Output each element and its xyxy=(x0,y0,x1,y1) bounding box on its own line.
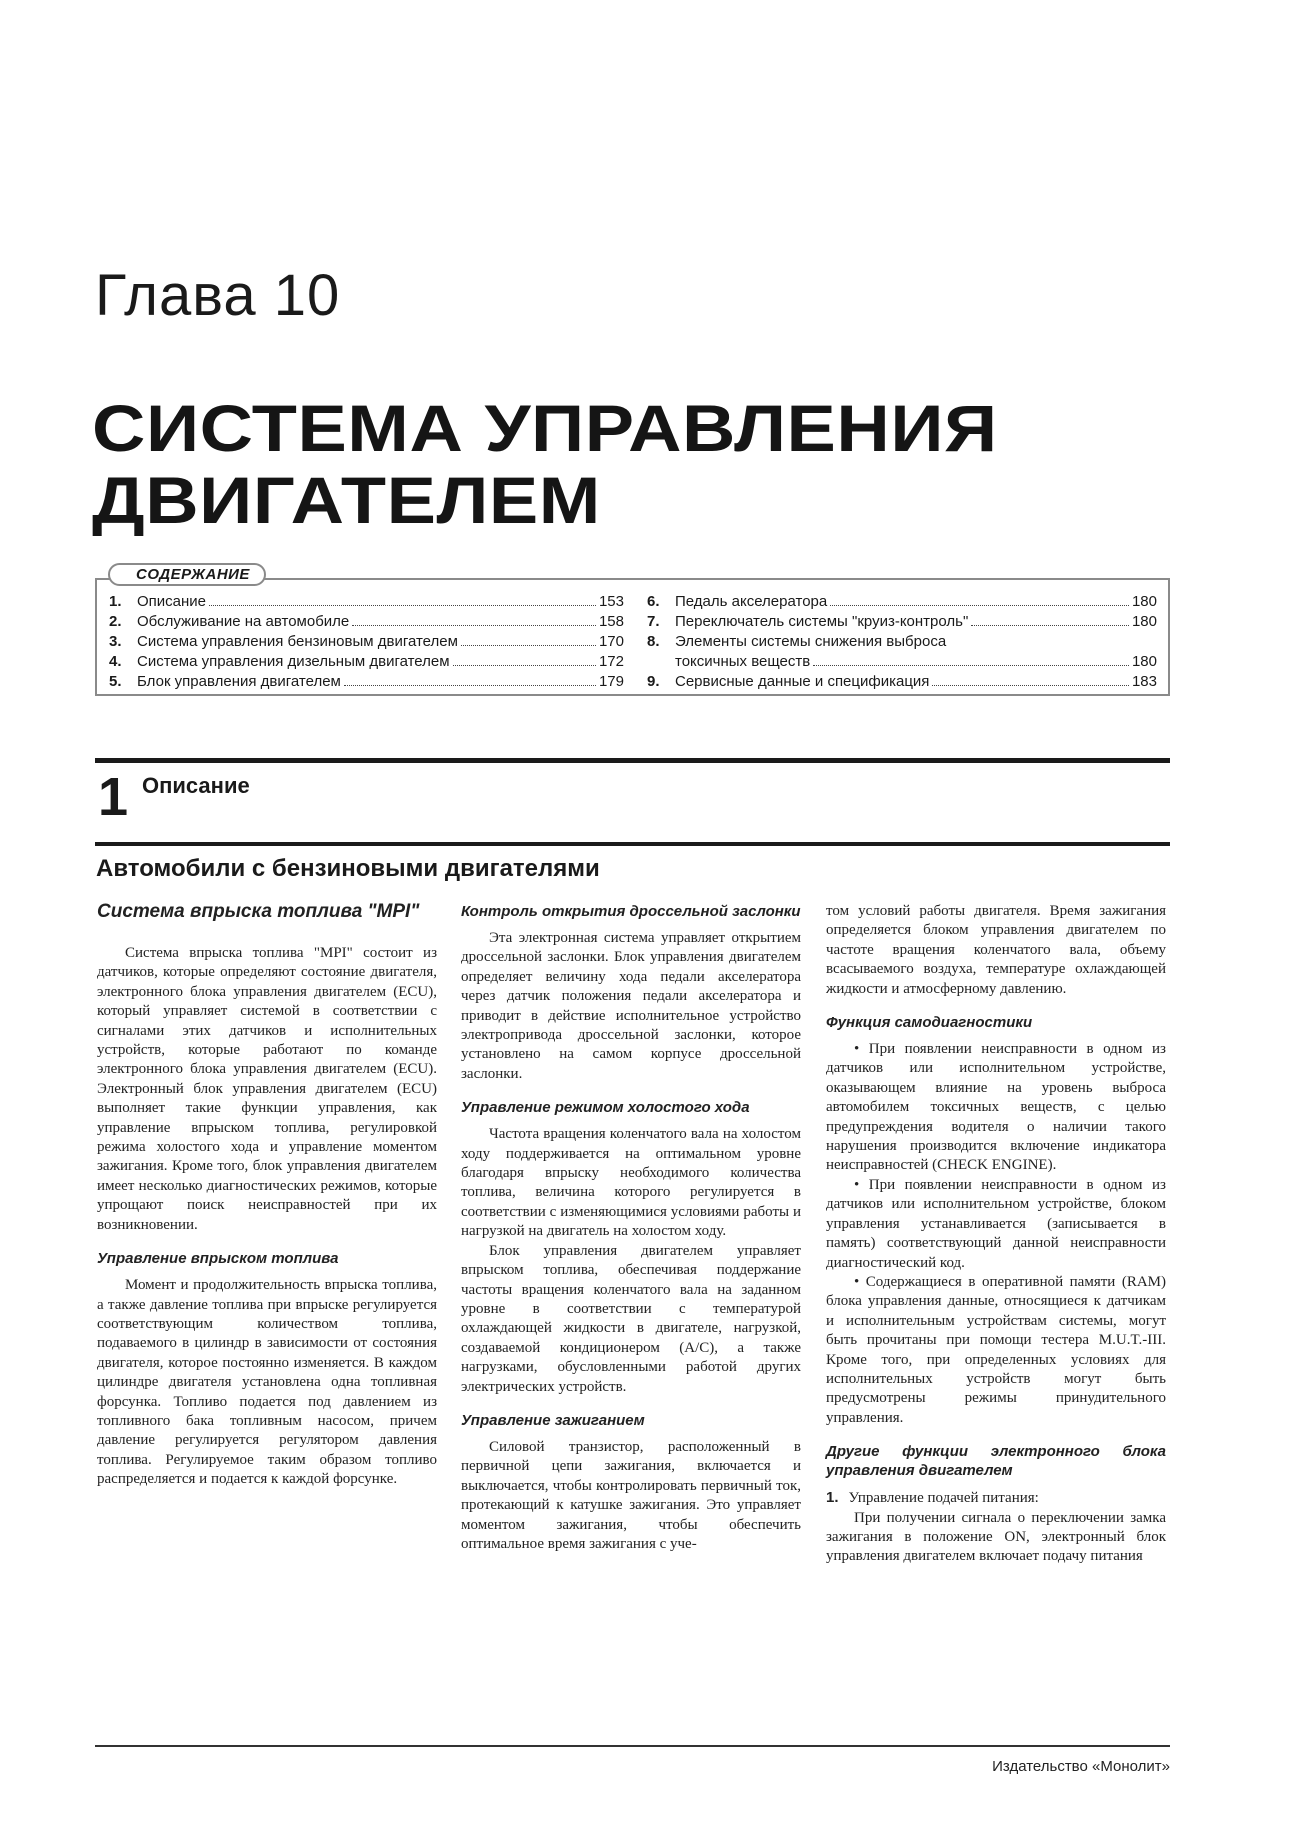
toc-leader xyxy=(209,605,596,606)
toc-item-page: 158 xyxy=(598,613,624,630)
toc-item-text: Система управления бензиновым двигателем xyxy=(137,633,458,650)
toc-item-text: Система управления дизельным двигателем xyxy=(137,653,450,670)
toc-item-number: 3. xyxy=(109,633,122,650)
toc-item-text: Элементы системы снижения выброса xyxy=(675,633,947,650)
heading-other-functions: Другие функции электронного блока управления двигателем xyxy=(826,1443,1166,1480)
paragraph: При получении сигнала о переключении замка зажигания в положение ON, электронный блок управления двигателем включает подачу питания xyxy=(826,1509,1166,1565)
toc-item-page: 172 xyxy=(598,653,624,670)
heading-mpi: Система впрыска топлива "MPI" xyxy=(97,901,420,922)
toc-item-text: Описание xyxy=(137,593,207,610)
toc-item[interactable] xyxy=(109,652,624,672)
subsection-rule xyxy=(95,842,1170,846)
toc-leader xyxy=(813,665,1129,666)
toc-item-page: 170 xyxy=(598,633,624,650)
item-number: 1. xyxy=(826,1489,839,1507)
toc-item-number: 7. xyxy=(647,613,660,630)
toc-item[interactable] xyxy=(647,612,1157,632)
subsection-title: Автомобили с бензиновыми двигателями xyxy=(96,855,600,882)
toc-item-number: 9. xyxy=(647,673,660,690)
toc-item-page: 153 xyxy=(598,593,624,610)
section-number: 1 xyxy=(98,767,129,827)
toc-item-text: Обслуживание на автомобиле xyxy=(137,613,350,630)
paragraph: Блок управления двигателем управляет впрыском топлива, обеспечивая поддержание частоты вращения коленчатого вала на заданном уровне в соответствии с температурой охлаждающей жидкости в двигателе, нагрузкой, создаваемой кондиционером (A/C), а также нагрузками, обусловленными работой других электрических устройств. xyxy=(461,1242,801,1395)
toc-item[interactable] xyxy=(647,632,1157,652)
heading-fuel-injection: Управление впрыском топлива xyxy=(97,1250,339,1268)
toc-label: СОДЕРЖАНИЕ xyxy=(108,563,266,586)
paragraph: Момент и продолжительность впрыска топлива, а также давление топлива при впрыске регулируется соответствующим количеством топлива, подаваемого в цилиндр в зависимости от состояния двигателя, которое постоянно изменяется. В каждом цилиндре двигателя установлена одна топливная форсунка. Топливо подается под давлением из топливного бака топливным насосом, причем давление регулируется регулятором давления топлива. Регулируемое таким образом топливо распределяется и подается к каждой форсунке. xyxy=(97,1277,437,1488)
paragraph: Силовой транзистор, расположенный в первичной цепи зажигания, включается и выключается, чтобы контролировать первичный ток, протекающий к катушке зажигания. Это управляет моментом зажигания, чтобы обеспечить оптимальное время зажигания с уче- xyxy=(461,1438,801,1552)
toc-item-text: Переключатель системы "круиз-контроль" xyxy=(675,613,969,630)
bullet-paragraph: • При появлении неисправности в одном из датчиков или исполнительном устройстве, блоком управления устанавливается (записывается в память) соответствующий данной неисправности диагностический код. xyxy=(826,1176,1166,1271)
publisher-name: Издательство «Монолит» xyxy=(992,1758,1170,1775)
toc-item-text: Блок управления двигателем xyxy=(137,673,341,690)
toc-leader xyxy=(344,685,596,686)
toc-item-number: 6. xyxy=(647,593,660,610)
toc-item-continuation[interactable] xyxy=(647,652,1157,672)
toc-leader xyxy=(830,605,1129,606)
toc-item-page: 183 xyxy=(1131,673,1157,690)
section-rule xyxy=(95,758,1170,763)
toc-item[interactable] xyxy=(647,672,1157,692)
toc-leader xyxy=(971,625,1129,626)
toc-item[interactable] xyxy=(647,592,1157,612)
toc-item-number: 5. xyxy=(109,673,122,690)
section-title: Описание xyxy=(142,773,250,798)
paragraph: Эта электронная система управляет открытием дроссельной заслонки. Блок управления двигателем определяет величину хода педали акселератора через датчик положения педали акселератора и приводит в действие исполнительное устройство электропривода дроссельной заслонки, которое установлено на самом корпусе дроссельной заслонки. xyxy=(461,930,801,1082)
toc-item[interactable] xyxy=(109,592,624,612)
item-text: Управление подачей питания: xyxy=(848,1490,1039,1507)
title-line: ДВИГАТЕЛЕМ xyxy=(92,463,601,537)
toc-item[interactable] xyxy=(109,672,624,692)
toc-leader xyxy=(932,685,1129,686)
heading-ignition: Управление зажиганием xyxy=(461,1411,645,1429)
paragraph: том условий работы двигателя. Время зажигания определяется блоком управления двигателем по частоте вращения коленчатого вала, объему всасываемого воздуха, температуре охлаждающей жидкости и атмосферному давлению. xyxy=(826,903,1166,997)
title-line: СИСТЕМА УПРАВЛЕНИЯ xyxy=(92,391,998,465)
toc-column-left xyxy=(109,592,624,692)
toc-item-number: 4. xyxy=(109,653,122,670)
paragraph: Система впрыска топлива "MPI" состоит из датчиков, которые определяют состояние двигателя, электронного блока управления двигателем (ECU), который управляет системой в соответствии с сигналами этих датчиков и исполнительных устройств, которые работают по команде электронного блока управления двигателем (ECU). Электронный блок управления двигателем (ECU) выполняет такие функции управления, как управление впрыском топлива, регулировкой режима холостого хода и управление моментом зажигания. Кроме того, блок управления двигателем имеет несколько диагностических режимов, которые упрощают поиск неисправностей при их возникновении. xyxy=(97,945,437,1233)
chapter-heading: Глава 10 xyxy=(95,263,341,328)
toc-leader xyxy=(352,625,596,626)
toc-item-page: 180 xyxy=(1131,613,1157,630)
toc-item-text: токсичных веществ xyxy=(675,653,811,670)
toc-item-page: 179 xyxy=(598,673,624,690)
paragraph: Частота вращения коленчатого вала на холостом ходу поддерживается на оптимальном уровне благодаря впрыску необходимого количества топлива, величина которого регулируется в соответствии с изменяющимися условиями работы и нагрузкой на двигатель на холостом ходу. xyxy=(461,1126,801,1240)
toc-item[interactable] xyxy=(109,612,624,632)
table-of-contents xyxy=(95,578,1170,696)
toc-item-number: 1. xyxy=(109,593,122,610)
bullet-paragraph: • При появлении неисправности в одном из датчиков или исполнительном устройстве, оказывающем влияние на уровень выброса автомобилем токсичных веществ, с целью предупреждения водителя о наличии такого нарушения производится включение индикатора неисправностей (CHECK ENGINE). xyxy=(826,1041,1166,1174)
toc-item[interactable] xyxy=(109,632,624,652)
toc-leader xyxy=(453,665,596,666)
text-column-1 xyxy=(97,902,437,1490)
numbered-item xyxy=(826,1488,1166,1508)
text-column-2 xyxy=(461,902,801,1554)
toc-item-number: 8. xyxy=(647,633,660,650)
toc-leader xyxy=(461,645,596,646)
heading-throttle: Контроль открытия дроссельной заслонки xyxy=(461,903,801,920)
toc-item-text: Сервисные данные и спецификация xyxy=(675,673,930,690)
page-title xyxy=(92,392,998,536)
toc-column-right xyxy=(647,592,1157,692)
footer-rule xyxy=(95,1745,1170,1747)
bullet-paragraph: • Содержащиеся в оперативной памяти (RAM) блока управления данные, относящиеся к датчикам и исполнительным устройствам системы, могут быть прочитаны при помощи тестера M.U.T.-III. Кроме того, при определенных условиях для исполнительных устройств могут быть предусмотрены режимы принудительного управления. xyxy=(826,1273,1166,1426)
toc-item-page: 180 xyxy=(1131,653,1157,670)
toc-item-number: 2. xyxy=(109,613,122,630)
toc-item-text: Педаль акселератора xyxy=(675,593,828,610)
heading-self-diagnosis: Функция самодиагностики xyxy=(826,1014,1033,1032)
heading-idle: Управление режимом холостого хода xyxy=(461,1099,750,1117)
toc-item-page: 180 xyxy=(1131,593,1157,610)
text-column-3 xyxy=(826,902,1166,1567)
